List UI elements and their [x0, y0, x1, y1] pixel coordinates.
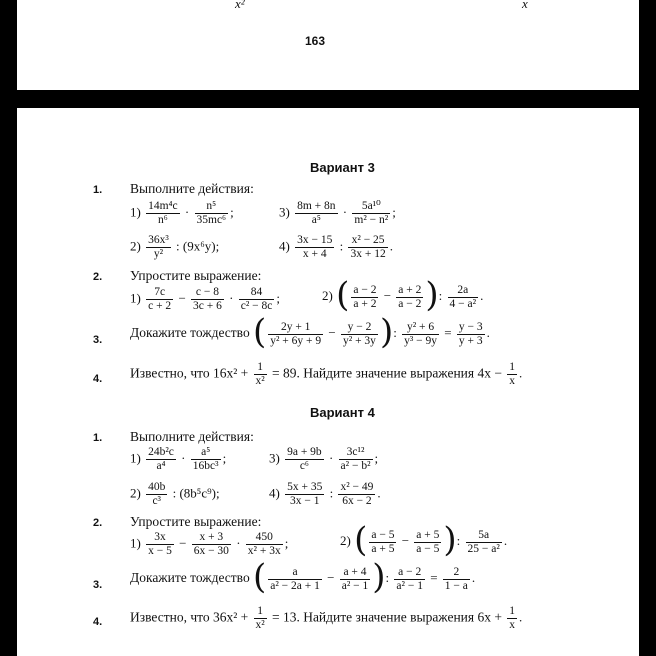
expression-1-2: 2) $\frac{40b}{\text{c³}}$ : (8b⁵c⁹);	[130, 481, 220, 507]
problem-number: 2.	[93, 517, 103, 529]
expression-2-1: 1) $\frac{7c}{c + 2}$ − $\frac{c - 8}{3c + 6}$ · $\frac{84}{\text{c² − 8c}}$ ;	[130, 286, 280, 312]
problem-number: 3.	[93, 334, 103, 346]
variant-3-title: Вариант 3	[310, 160, 375, 175]
cropped-fragment-right: x	[522, 0, 528, 11]
expression-2-1: 1) $\frac{3x}{x - 5}$ − $\frac{x + 3}{6x - 30}$ · $\frac{450}{\text{x² + 3x}}$ ;	[130, 531, 289, 557]
expression-2-2: 2) ( $\frac{a - 5}{a + 5}$ − $\frac{a + 5}{a - 5}$ ): $\frac{5a}{\text{25 − a²}}$ .	[340, 520, 508, 560]
problem-text: Упростите выражение:	[130, 514, 262, 529]
expression-2-2: 2) ( $\frac{a - 2}{a + 2}$ − $\frac{a + 2}{a - 2}$ ): $\frac{2a}{\text{4 − a²}}$ .	[322, 275, 484, 315]
problem-4-statement: Известно, что 36x² + $\frac{1}{\text{x²}}$ = 13. Найдите значение выражения 6x + $\frac{1}{x}$ .	[130, 605, 523, 631]
variant-4-title: Вариант 4	[310, 405, 375, 420]
problem-number: 1.	[93, 184, 103, 196]
identity-expression: Докажите тождество ( $\frac{2y + 1}{\text{y² + 6y + 9}}$ − $\frac{y - 2}{\text{y² + 3y}}$ ): $\frac{\text{y² + 6}}{\text{y³ − 9y}}$ = $\frac{y - 3}{y + 3}$ .	[130, 312, 490, 352]
problem-number: 2.	[93, 271, 103, 283]
problem-4-statement: Известно, что 16x² + $\frac{1}{\text{x²}}$ = 89. Найдите значение выражения 4x − $\frac{1}{x}$ .	[130, 361, 523, 387]
expression-1-4: 4) $\frac{5x + 35}{3x - 1}$ : $\frac{\text{x² − 49}}{6x - 2}$ .	[269, 481, 381, 507]
problem-number: 1.	[93, 432, 103, 444]
expression-1-1: 1) $\frac{\text{24b²c}}{\text{a⁴}}$ · $\frac{\text{a⁵}}{\text{16bc³}}$ ;	[130, 446, 227, 472]
problem-text: Выполните действия:	[130, 429, 254, 444]
problem-number: 4.	[93, 373, 103, 385]
problem-text: Выполните действия:	[130, 181, 254, 196]
problem-number: 3.	[93, 579, 103, 591]
problem-text: Упростите выражение:	[130, 268, 262, 283]
expression-1-4: 4) $\frac{3x - 15}{x + 4}$ : $\frac{\text{x² − 25}}{3x + 12}$ .	[279, 234, 393, 260]
expression-1-3: 3) $\frac{9a + 9b}{\text{c⁶}}$ · $\frac{\text{3c¹²}}{\text{a² − b²}}$ ;	[269, 446, 379, 472]
identity-expression: Докажите тождество ( $\frac{a}{\text{a² − 2a + 1}}$ − $\frac{a + 4}{\text{a² − 1}}$ ): $\frac{a - 2}{\text{a² − 1}}$ = $\frac{2}{1 - a}$ .	[130, 557, 476, 597]
page-number: 163	[305, 34, 326, 48]
cropped-fragment-left: x²	[235, 0, 245, 11]
expression-1-2: 2) $\frac{\text{36x³}}{\text{y²}}$ : (9x⁶y);	[130, 234, 220, 260]
worksheet-page	[17, 108, 639, 656]
problem-number: 4.	[93, 616, 103, 628]
expression-1-1: 1) $\frac{\text{14m⁴c}}{\text{n⁶}}$ · $\frac{\text{n⁵}}{\text{35mc⁶}}$ ;	[130, 200, 234, 226]
previous-page-bottom	[17, 0, 639, 90]
expression-1-3: 3) $\frac{8m + 8n}{\text{a⁵}}$ · $\frac{\text{5a¹⁰}}{\text{m² − n²}}$ ;	[279, 200, 396, 226]
